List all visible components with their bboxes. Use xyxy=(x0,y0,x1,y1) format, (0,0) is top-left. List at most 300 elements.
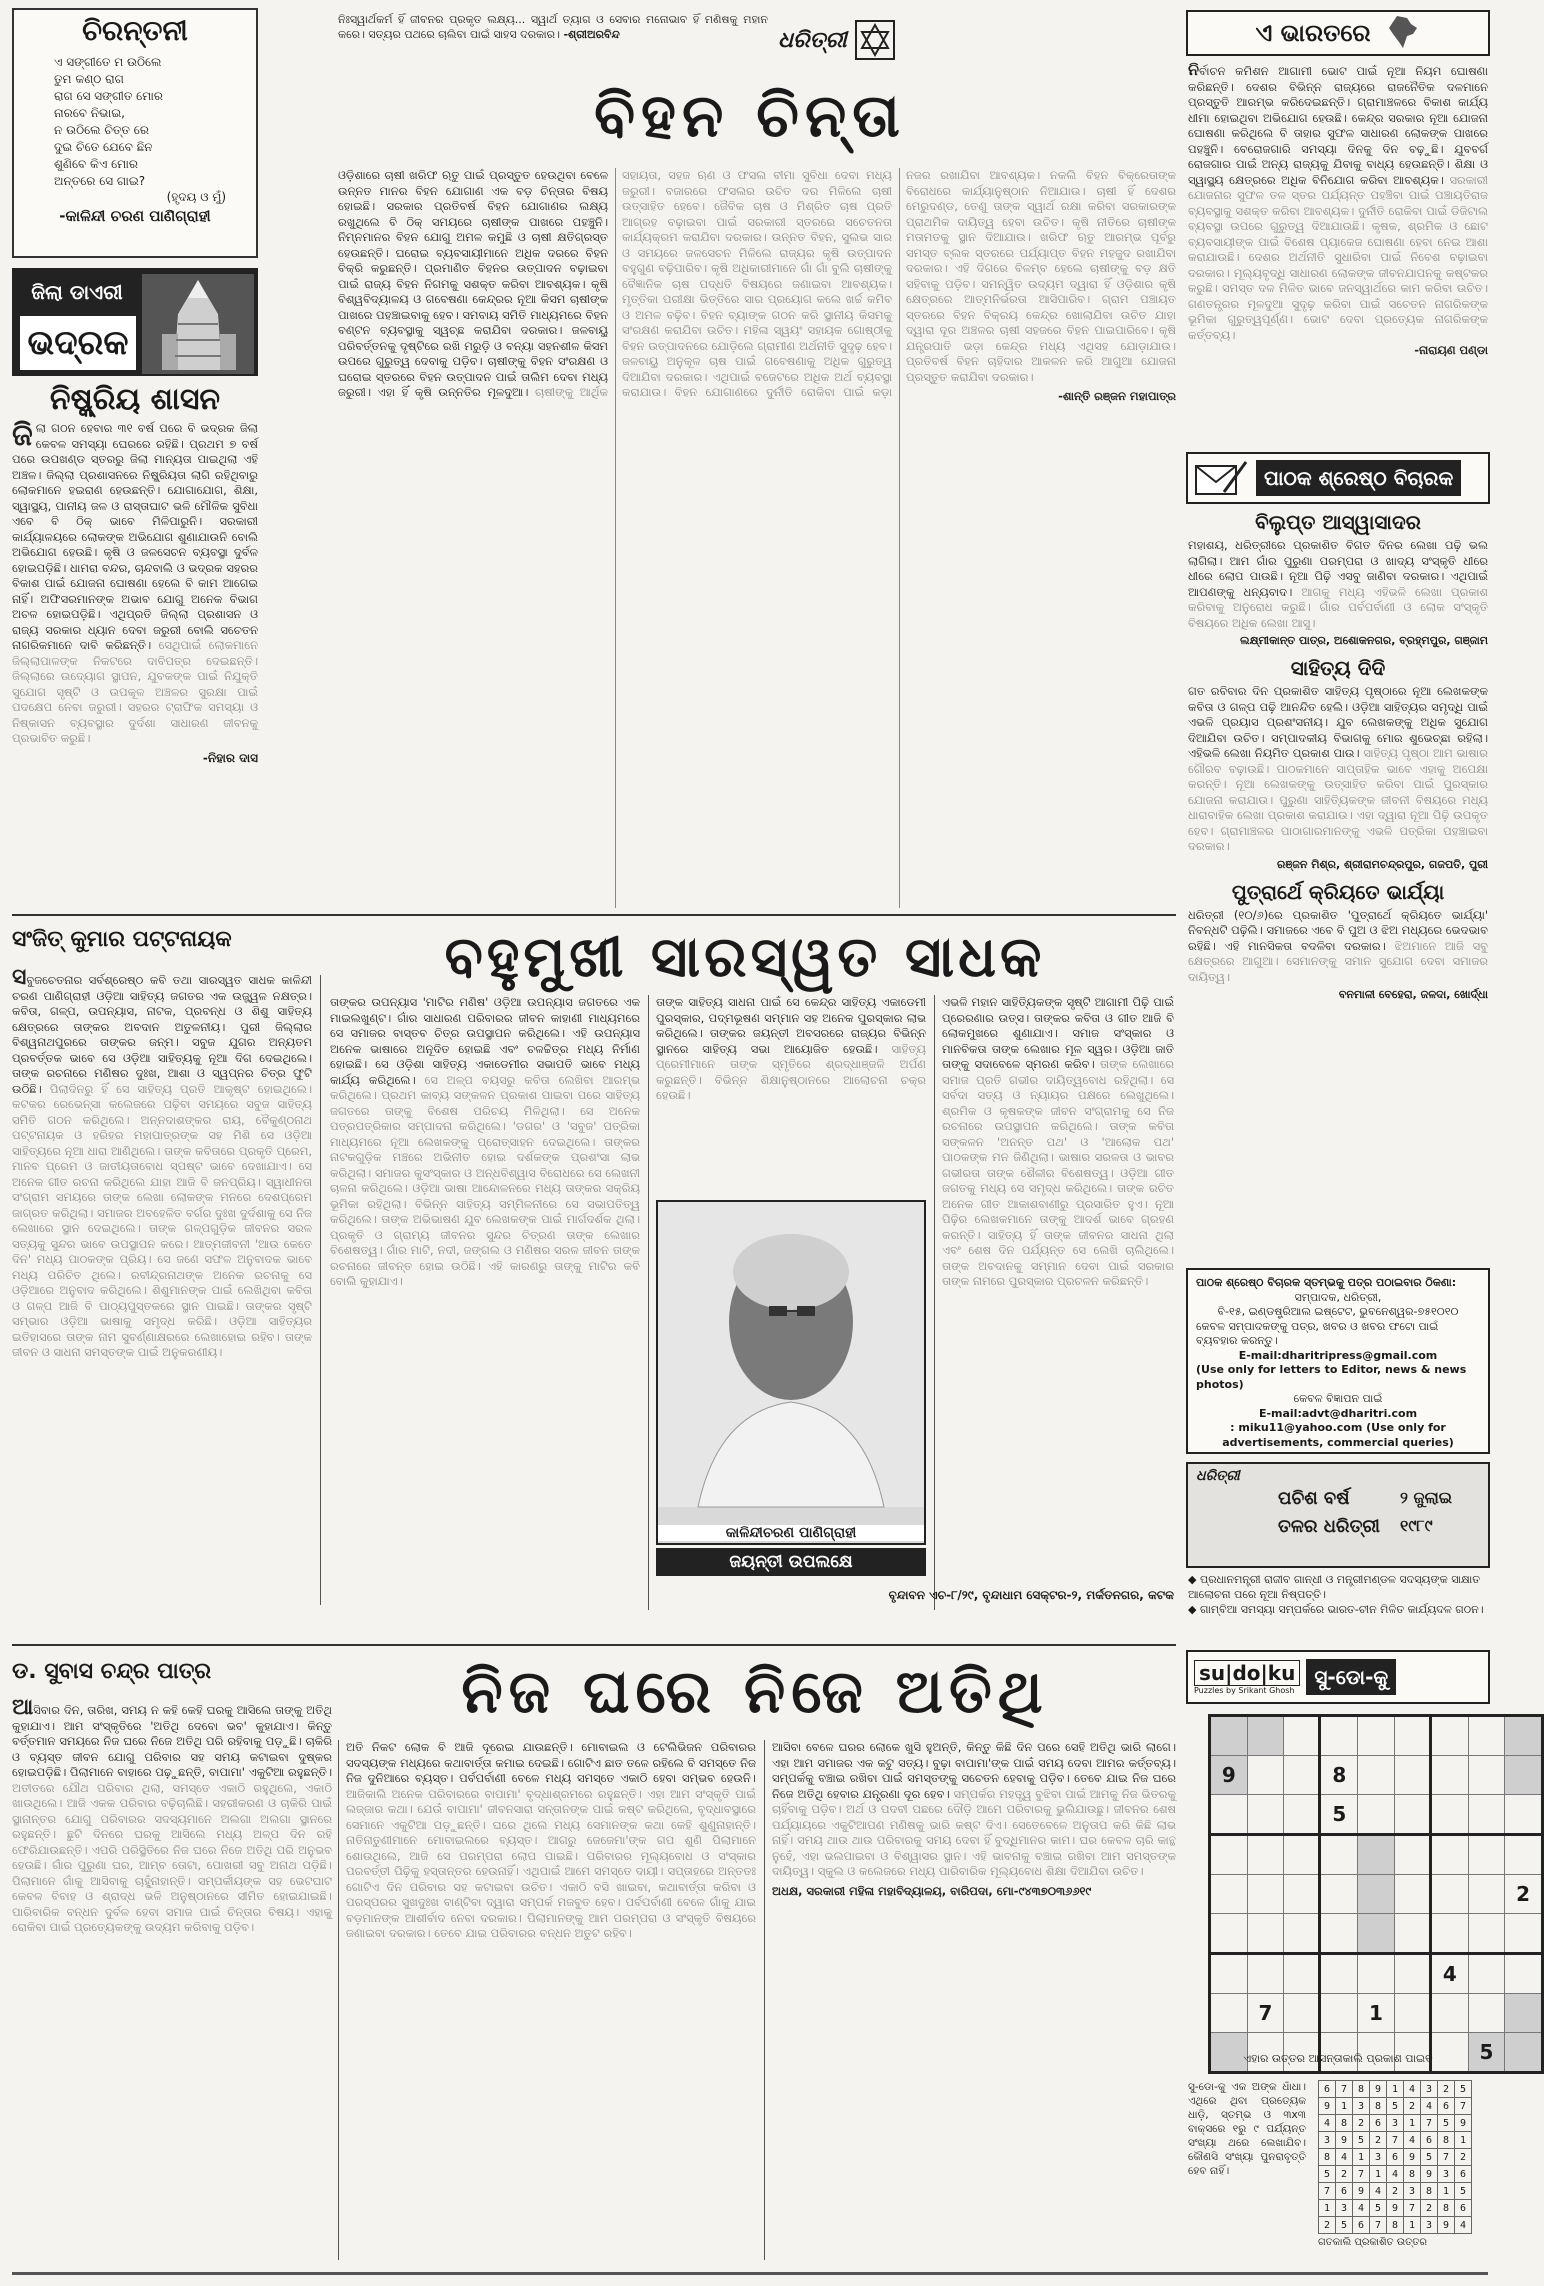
solution-cell: 5 xyxy=(1353,2132,1370,2149)
sudoku-cell[interactable] xyxy=(1468,1795,1505,1835)
article-text: ର୍ବାଚନ କମିଶନ ଆଗାମୀ ଭୋଟ ପାଇଁ ନୂଆ ନିୟମ ଘୋଷଣା କରିଛନ୍ତି। ଦେଶର ବିଭିନ୍ନ ରାଜ୍ୟରେ ରାଜନୈତିକ ଦଳମାନେ ପ୍ରସ୍ତୁତି ଆରମ୍ଭ କରିଦେଇଛନ୍ତି। ଗ୍ରାମାଞ୍ଚଳରେ ବିକାଶ କାର୍ଯ୍ୟ ଧୀମା ହୋଇଥିବା ଅଭିଯୋଗ ହେଉଛି। କେନ୍ଦ୍ର ସରକାର ନୂଆ ଯୋଜନା ଘୋଷଣା କରିଥିଲେ ବି ତାହାର ସୁଫଳ ସାଧାରଣ ଲୋକଙ୍କ ପାଖରେ ପହଞ୍ଚୁନି। ବେରୋଜଗାରି ସମସ୍ୟା ଦିନକୁ ଦିନ ବଢ଼ୁଛି। ଯୁବବର୍ଗ ରୋଜଗାର ପାଇଁ ଅନ୍ୟ ରାଜ୍ୟକୁ ଯିବାକୁ ବାଧ୍ୟ ହେଉଛନ୍ତି। ଶିକ୍ଷା ଓ ସ୍ୱାସ୍ଥ୍ୟ କ୍ଷେତ୍ରରେ ଅଧିକ ବିନିଯୋଗ କରିବା ଆବଶ୍ୟକ। xyxy=(1188,64,1488,187)
poem-line: ତୁମ କଣ୍ଠ ରାଗ xyxy=(54,72,124,86)
letter-sign: ବନମାଳୀ ବେହେରା, ଜଳଦା, ଖୋର୍ଦ୍ଧା xyxy=(1338,988,1488,1001)
sudoku-cell[interactable] xyxy=(1468,1875,1505,1914)
sudoku-cell[interactable] xyxy=(1210,1994,1248,2033)
poem-line: ନ ଉଠିଲେ ଚିତ୍ତ ରେ xyxy=(54,123,149,137)
solution-row xyxy=(1319,2217,1472,2234)
filler-text: ସମ୍ପର୍କର ମହତ୍ତ୍ୱ ବୁଝିବା ପାଇଁ ଆମକୁ ନିଜ ଭିତରକୁ ଚାହିଁବାକୁ ପଡ଼ିବ। ଅର୍ଥ ଓ ପଦବୀ ପଛରେ ଦୌଡ଼ି ଆମେ ପରିବାରକୁ ଭୁଲିଯାଉଛୁ। ଜୀବନର ଶେଷ ପର୍ଯ୍ୟାୟରେ ଏକୁଟିଆପଣ ମଣିଷକୁ ଭାରି କଷ୍ଟ ଦିଏ। ସେତେବେଳେ ଅନୁତାପ କରି କିଛି ଲାଭ ନାହିଁ। ସମୟ ଥାଉ ଥାଉ ପରିବାରକୁ ସମୟ ଦେବା ହିଁ ବୁଦ୍ଧିମାନର କାମ। ଘର କେବଳ ଚାରି କାନ୍ଥ ନୁହେଁ, ଏହା ଭଲପାଇବା ଓ ବିଶ୍ୱାସର ସ୍ଥାନ। ଏହି ଭାବନାକୁ ବଞ୍ଚାଇ ରଖିବା ଆମ ସମସ୍ତଙ୍କ ଦାୟିତ୍ୱ। ସ୍କୁଲ ଓ କଲେଜରେ ମଧ୍ୟ ପାରିବାରିକ ମୂଲ୍ୟବୋଧ ଶିକ୍ଷା ଦିଆଯିବା ଉଚିତ। xyxy=(772,1786,1176,1878)
filler-text: ସାହିତ୍ୟ ପୃଷ୍ଠା ଆମ ଭାଷାର ଗୌରବ ବଢ଼ାଉଛି। ପାଠକମାନେ ସାପ୍ତାହିକ ଭାବେ ଏହାକୁ ଅପେକ୍ଷା କରନ୍ତି। ନୂଆ ଲେଖକଙ୍କୁ ଉତ୍ସାହିତ କରିବା ପାଇଁ ପୁରସ୍କାର ଯୋଜନା କରାଯାଉ। ପୁରୁଣା ସାହିତ୍ୟିକଙ୍କ ଜୀବନୀ ବିଷୟରେ ମଧ୍ୟ ଧାରାବାହିକ ଲେଖା ପ୍ରକାଶ କରାଯାଉ। ଏହା ଦ୍ୱାରା ନୂଆ ପିଢ଼ି ଉପକୃତ ହେବ। ଗ୍ରାମାଞ୍ଚଳର ପାଠାଗାରମାନଙ୍କୁ ଏଭଳି ପତ୍ରିକା ପହଞ୍ଚାଇବା ଦରକାର। xyxy=(1188,746,1488,853)
sudoku-caption: ଏହାର ଉତ୍ତର ଆସନ୍ତାକାଲି ପ୍ରକାଶ ପାଇବ xyxy=(1243,2052,1433,2065)
nishkriya-article xyxy=(12,382,258,912)
saraswata-col1 xyxy=(12,965,313,1610)
poem-line: ଏ ସଙ୍ଗୀତେ ମ ଉଠିଲେ xyxy=(54,55,162,69)
sudoku-cell[interactable] xyxy=(1505,1716,1543,1756)
solution-cell: 4 xyxy=(1421,2098,1438,2115)
author-photo xyxy=(656,1200,926,1545)
solution-cell: 5 xyxy=(1455,2081,1472,2098)
solution-cell: 3 xyxy=(1404,2183,1421,2200)
archive-label: ତଳର ଧରିତ୍ରୀ xyxy=(1278,1516,1380,1537)
sudoku-cell[interactable] xyxy=(1468,1994,1505,2033)
sudoku-cell[interactable] xyxy=(1358,1716,1395,1756)
sudoku-cell[interactable] xyxy=(1320,1835,1358,1875)
solution-cell: 8 xyxy=(1404,2166,1421,2183)
archive-brand: ଧରିତ୍ରୀ xyxy=(1196,1468,1240,1484)
sudoku-cell[interactable]: 1 xyxy=(1358,1994,1395,2033)
divider xyxy=(12,914,1176,916)
pathak-title: ପାଠକ ଶ୍ରେଷ୍ଠ ବିଚାରକ xyxy=(1256,460,1461,496)
solution-cell: 5 xyxy=(1387,2098,1404,2115)
sudoku-cell[interactable] xyxy=(1468,1716,1505,1756)
sudoku-cell[interactable]: 4 xyxy=(1430,1954,1468,1994)
sudoku-cell[interactable] xyxy=(1284,1875,1320,1914)
ebhabarate-header xyxy=(1186,10,1490,56)
sudoku-title: ସୁ-ଡୋ-କୁ xyxy=(1306,1659,1396,1695)
sudoku-cell[interactable]: 5 xyxy=(1320,1795,1358,1835)
solution-cell: 9 xyxy=(1319,2098,1336,2115)
atithi-title: ନିଜ ଘରେ ନିଜେ ଅତିଥି xyxy=(461,1657,1049,1727)
sudoku-cell[interactable] xyxy=(1394,1875,1430,1914)
jila-diary-label: ଜିଲା ଡାଏରୀ xyxy=(31,280,123,304)
filler-text: ସେଥିପାଇଁ ଲୋକମାନେ ଜିଲ୍ଲାପାଳଙ୍କ ନିକଟରେ ଦାବିପତ୍ର ଦେଇଛନ୍ତି। ଜିଲ୍ଲାରେ ଉଦ୍ୟୋଗ ସ୍ଥାପନ, ଯୁବକଙ୍କ ପାଇଁ ନିଯୁକ୍ତି ସୁଯୋଗ ସୃଷ୍ଟି ଓ ଉପକୂଳ ଅଞ୍ଚଳର ସୁରକ୍ଷା ପାଇଁ ପଦକ୍ଷେପ ନେବା ଜରୁରୀ। ସହରର ଟ୍ରାଫିକ ସମସ୍ୟା ଓ ନିଷ୍କାସନ ବ୍ୟବସ୍ଥାର ଦୁର୍ଦଶା ସାଧାରଣ ଜୀବନକୁ ପ୍ରଭାବିତ କରୁଛି। xyxy=(12,638,258,745)
letter-text: ମହାଶୟ, ଧରିତ୍ରୀରେ ପ୍ରକାଶିତ ବିଗତ ଦିନର ଲେଖା ପଢ଼ି ଭଲ ଲାଗିଲା। ଆମ ଗାଁର ପୁରୁଣା ପରମ୍ପରା ଓ ଖାଦ୍ୟ ସଂସ୍କୃତି ଧୀରେ ଧୀରେ ଲୋପ ପାଉଛି। ନୂଆ ପିଢ଼ି ଏସବୁ ଜାଣିବା ଦରକାର। ଏଥିପାଇଁ ଆପଣଙ୍କୁ ଧନ୍ୟବାଦ। xyxy=(1188,538,1488,599)
solution-cell: 9 xyxy=(1421,2166,1438,2183)
sudoku-cell[interactable] xyxy=(1320,1994,1358,2033)
sudoku-cell[interactable] xyxy=(1358,1875,1395,1914)
sudoku-row xyxy=(1210,1954,1543,1994)
solution-cell: 5 xyxy=(1336,2217,1353,2234)
photo-caption: କାଳିନ୍ଦୀଚରଣ ପାଣିଗ୍ରାହୀ xyxy=(658,1525,924,1541)
solution-cell: 4 xyxy=(1404,2081,1421,2098)
saraswata-col2 xyxy=(330,995,640,1610)
solution-row xyxy=(1319,2115,1472,2132)
solution-row xyxy=(1319,2166,1472,2183)
ebhabarate-article xyxy=(1188,62,1488,442)
solution-cell: 2 xyxy=(1336,2166,1353,2183)
sudoku-cell[interactable] xyxy=(1320,1875,1358,1914)
solution-cell: 5 xyxy=(1421,2149,1438,2166)
solution-row xyxy=(1319,2132,1472,2149)
archive-years: ପଚିଶ ବର୍ଷ xyxy=(1278,1488,1350,1509)
masthead-quote xyxy=(338,12,768,68)
sudoku-cell[interactable] xyxy=(1468,1756,1505,1795)
sudoku-cell[interactable] xyxy=(1247,1716,1284,1756)
sudoku-cell[interactable] xyxy=(1247,1756,1284,1795)
solution-cell: 4 xyxy=(1319,2115,1336,2132)
article-text: ବୁଜଚେତନାର ସର୍ବଶ୍ରେଷ୍ଠ କବି ତଥା ସାରସ୍ୱତ ସାଧକ କାଳିନ୍ଦୀ ଚରଣ ପାଣିଗ୍ରାହୀ ଓଡ଼ିଆ ସାହିତ୍ୟ ଜଗତର ଏକ ଉଜ୍ଜ୍ୱଳ ନକ୍ଷତ୍ର। କବିତା, ଗଳ୍ପ, ଉପନ୍ୟାସ, ନାଟକ, ପ୍ରବନ୍ଧ ଓ ଶିଶୁ ସାହିତ୍ୟ କ୍ଷେତ୍ରରେ ତାଙ୍କର ଅବଦାନ ଅତୁଳନୀୟ। ପୁରୀ ଜିଲ୍ଲାର ବିଶ୍ୱନାଥପୁରରେ ତାଙ୍କର ଜନ୍ମ। ସବୁଜ ଯୁଗର ଅନ୍ୟତମ ପ୍ରବର୍ତ୍ତକ ଭାବେ ସେ ଓଡ଼ିଆ ସାହିତ୍ୟକୁ ନୂଆ ଦିଗ ଦେଇଥିଲେ। ତାଙ୍କ ରଚନାରେ ମଣିଷର ଦୁଃଖ, ଆଶା ଓ ସ୍ୱପ୍ନର ଚିତ୍ର ଫୁଟି ଉଠିଛି। xyxy=(12,973,312,1096)
column-rule xyxy=(934,995,935,1610)
sudoku-cell[interactable] xyxy=(1468,1954,1505,1994)
sudoku-cell[interactable] xyxy=(1430,1835,1468,1875)
sudoku-cell[interactable] xyxy=(1210,1954,1248,1994)
sudoku-cell[interactable] xyxy=(1430,1875,1468,1914)
district-name-box xyxy=(20,316,136,370)
solution-cell: 1 xyxy=(1455,2132,1472,2149)
solution-cell: 3 xyxy=(1319,2132,1336,2149)
solution-cell: 3 xyxy=(1438,2166,1455,2183)
column-rule xyxy=(338,1740,339,2260)
sudoku-row xyxy=(1210,1994,1543,2033)
sudoku-cell[interactable] xyxy=(1430,1756,1468,1795)
sudoku-cell[interactable] xyxy=(1430,1716,1468,1756)
address-line: ସମ୍ପାଦକ, ଧରିତ୍ରୀ, xyxy=(1294,1290,1382,1304)
letter-text: ଧରିତ୍ରୀ (୧୦/୬)ରେ ପ୍ରକାଶିତ 'ପୁତ୍ରାର୍ଥେ କ୍ରିୟତେ ଭାର୍ଯ୍ୟା' ନିବନ୍ଧଟି ପଢ଼ିଲି। ସମାଜରେ ଏବେ ବି ପୁଅ ଓ ଝିଅ ମଧ୍ୟରେ ଭେଦଭାବ ରହିଛି। ଏହି ମାନସିକତା ବଦଳିବା ଦରକାର। xyxy=(1188,907,1488,953)
drop-cap: ଆ xyxy=(12,1695,34,1720)
sudoku-cell[interactable] xyxy=(1505,1914,1543,1954)
letters-section xyxy=(1188,510,1488,1260)
sudoku-cell[interactable] xyxy=(1394,1835,1430,1875)
solution-cell: 5 xyxy=(1438,2115,1455,2132)
solution-cell: 1 xyxy=(1370,2166,1387,2183)
sudoku-cell[interactable] xyxy=(1284,1994,1320,2033)
atithi-col2 xyxy=(346,1740,756,2260)
sanjit-byline: ସଂଜିତ୍ କୁମାର ପଟ୍ଟନାୟକ xyxy=(12,927,232,952)
saraswata-col4 xyxy=(942,995,1174,1580)
sudoku-cell[interactable] xyxy=(1505,1835,1543,1875)
sudoku-brand-box xyxy=(1194,1660,1300,1695)
article-byline: ଅଧକ୍ଷ, ସରକାରୀ ମହିଳା ମହାବିଦ୍ୟାଳୟ, ବାରିପଦା, ମୋ-୯୪୩୭୦୩୬୬୧୯ xyxy=(772,1883,1092,1898)
sudoku-cell[interactable] xyxy=(1210,1835,1248,1875)
sudoku-cell[interactable] xyxy=(1210,1914,1248,1954)
saraswata-byline: ବୃନ୍ଦାବନ ଏଚ-୮/୨୯, ବୃନ୍ଦାଧାମ ସେକ୍ଟର-୨, ମର୍କତନଗର, କଟକ xyxy=(888,1588,1174,1602)
solution-cell: 4 xyxy=(1336,2149,1353,2166)
sudoku-header xyxy=(1186,1650,1490,1704)
archive-item: ◆ ପ୍ରଧାନମନ୍ତ୍ରୀ ରାଜୀବ ଗାନ୍ଧୀ ଓ ମନ୍ତ୍ରୀମଣ୍ଡଳ ସଦସ୍ୟଙ୍କ ସାକ୍ଷାତ ଆଲୋଚନା ପରେ ନୂଆ ନିଷ୍ପତ୍ତି। xyxy=(1188,1573,1481,1601)
sudoku-cell[interactable] xyxy=(1358,1835,1395,1875)
atithi-col1 xyxy=(12,1695,332,2260)
article-text: ଅତି ନିକଟ ଲୋକ ବି ଆଜି ଦୂରେଇ ଯାଉଛନ୍ତି। ମୋବାଇଲ ଓ ଟେଲିଭିଜନ ପରିବାରର ସଦସ୍ୟଙ୍କ ମଧ୍ୟରେ କଥାବାର୍ତ୍ତା କମାଇ ଦେଇଛି। ଗୋଟିଏ ଛାତ ତଳେ ରହିଲେ ବି ସମସ୍ତେ ନିଜ ନିଜ ଦୁନିଆରେ ବ୍ୟସ୍ତ। ପର୍ବପର୍ବାଣୀ ବେଳେ ମଧ୍ୟ ସମସ୍ତେ ଏକାଠି ହେବା ସମ୍ଭବ ହେଉନି। xyxy=(346,1740,756,1785)
sudoku-cell[interactable] xyxy=(1468,1914,1505,1954)
sudoku-grid[interactable] xyxy=(1208,1714,1544,2074)
solution-cell: 3 xyxy=(1421,2217,1438,2234)
solution-cell: 6 xyxy=(1336,2183,1353,2200)
sudoku-cell[interactable] xyxy=(1505,1756,1543,1795)
sudoku-cell[interactable]: 2 xyxy=(1505,1875,1543,1914)
column-rule xyxy=(648,995,649,1610)
solution-cell: 4 xyxy=(1455,2217,1472,2234)
solution-caption: ଗତକାଲି ପ୍ରକାଶିତ ଉତ୍ତର xyxy=(1318,2237,1428,2248)
sudoku-cell[interactable]: 7 xyxy=(1247,1994,1284,2033)
archive-box xyxy=(1186,1462,1490,1568)
sudoku-cell[interactable] xyxy=(1394,1954,1430,1994)
solution-row xyxy=(1319,2098,1472,2115)
page-bottom-rule xyxy=(12,2272,1488,2275)
solution-cell: 3 xyxy=(1336,2200,1353,2217)
solution-row xyxy=(1319,2149,1472,2166)
article-text: ତାଙ୍କର ଉପନ୍ୟାସ 'ମାଟିର ମଣିଷ' ଓଡ଼ିଆ ଉପନ୍ୟାସ ଜଗତରେ ଏକ ମାଇଲଖୁଣ୍ଟ। ଗାଁର ସାଧାରଣ ପରିବାରର ଜୀବନ କାହାଣୀ ମାଧ୍ୟମରେ ସେ ସମାଜର ବାସ୍ତବ ଚିତ୍ର ଉପସ୍ଥାପନ କରିଥିଲେ। ଏହି ଉପନ୍ୟାସ ଅନେକ ଭାଷାରେ ଅନୂଦିତ ହୋଇଛି ଏବଂ ଚଳଚ୍ଚିତ୍ର ମଧ୍ୟ ନିର୍ମାଣ ହୋଇଛି। ସେ ଓଡ଼ିଶା ସାହିତ୍ୟ ଏକାଡେମୀର ସଭାପତି ଭାବେ ମଧ୍ୟ କାର୍ଯ୍ୟ କରିଥିଲେ। xyxy=(330,995,640,1087)
letter-title: ପୁତ୍ରାର୍ଥେ କ୍ରିୟତେ ଭାର୍ଯ୍ୟା xyxy=(1231,879,1445,904)
address-box xyxy=(1186,1268,1490,1454)
sudoku-cell[interactable] xyxy=(1394,1994,1430,2033)
sudoku-cell[interactable] xyxy=(1430,1914,1468,1954)
subash-byline: ଡ. ସୁବାସ ଚନ୍ଦ୍ର ପାତ୍ର xyxy=(12,1659,212,1684)
chirantani-poem xyxy=(54,54,256,190)
letter-body xyxy=(1188,908,1488,986)
sudoku-cell[interactable] xyxy=(1320,1954,1358,1994)
sudoku-cell[interactable] xyxy=(1394,1756,1430,1795)
poem-line: ରାଗ ସେ ସଙ୍ଗୀତ ମୋର xyxy=(54,89,164,103)
sudoku-cell[interactable] xyxy=(1320,1716,1358,1756)
solution-cell: 9 xyxy=(1336,2132,1353,2149)
archive-item-text: ଗାମ୍ବିଆ ସମସ୍ୟା ସମ୍ପର୍କରେ ଭାରତ-ଚୀନ ମିଳିତ କାର୍ଯ୍ୟଦଳ ଗଠନ। xyxy=(1199,1603,1484,1616)
article-text: ଲା ଗଠନ ହେବାର ୩୧ ବର୍ଷ ପରେ ବି ଭଦ୍ରକ ଜିଲା କେବଳ ସମସ୍ୟା ଘେରରେ ରହିଛି। ପ୍ରଥମ ୭ ବର୍ଷ ପରେ ଉପଖଣ୍ଡ ସ୍ତରରୁ ଜିଲା ମାନ୍ୟତା ପାଇଥିଲା ଏହି ଅଞ୍ଚଳ। ଜିଲ୍ଲା ପ୍ରଶାସନରେ ନିଷ୍କ୍ରିୟତା ଲାଗି ରହିଥିବାରୁ ଲୋକମାନେ ହଇରାଣ ହେଉଛନ୍ତି। ଯୋଗାଯୋଗ, ଶିକ୍ଷା, ସ୍ୱାସ୍ଥ୍ୟ, ପାନୀୟ ଜଳ ଓ ରାସ୍ତାଘାଟ ଭଳି ମୌଳିକ ସୁବିଧା ଏବେ ବି ଠିକ୍ ଭାବେ ମିଳିପାରୁନି। ସରକାରୀ କାର୍ଯ୍ୟାଳୟରେ ଲୋକଙ୍କ ଅଭିଯୋଗ ଶୁଣାଯାଉନି ବୋଲି ଅଭିଯୋଗ ହେଉଛି। କୃଷି ଓ ଜଳସେଚନ ବ୍ୟବସ୍ଥା ଦୁର୍ବଳ ହୋଇପଡ଼ିଛି। ଧାମରା ବନ୍ଦର, ଚାନ୍ଦବାଲି ଓ ଭଦ୍ରକ ସହରର ବିକାଶ ପାଇଁ ଯୋଜନା ଘୋଷଣା ହେଲେ ବି କାମ ଆଗେଇ ନାହିଁ। ଅଫିସରମାନଙ୍କ ଅଭାବ ଯୋଗୁ ଅନେକ ବିଭାଗ ଅଚଳ ହୋଇପଡ଼ିଛି। ଏଥିପ୍ରତି ଜିଲ୍ଲା ପ୍ରଶାସନ ଓ ରାଜ୍ୟ ସରକାର ଧ୍ୟାନ ଦେବା ଜରୁରୀ ବୋଲି ସଚେତନ ନାଗରିକମାନେ ଦାବି କରିଛନ୍ତି। xyxy=(12,421,258,652)
sudoku-cell[interactable] xyxy=(1284,1954,1320,1994)
solution-cell: 9 xyxy=(1353,2183,1370,2200)
sudoku-cell[interactable] xyxy=(1284,1795,1320,1835)
solution-cell: 1 xyxy=(1336,2098,1353,2115)
sudoku-row xyxy=(1210,1835,1543,1875)
solution-cell: 6 xyxy=(1370,2115,1387,2132)
sudoku-cell[interactable]: 9 xyxy=(1210,1756,1248,1795)
sudoku-cell[interactable] xyxy=(1358,1954,1395,1994)
filler-text: ସାହିତ୍ୟ ପ୍ରେମୀମାନେ ତାଙ୍କ ସ୍ମୃତିରେ ଶ୍ରଦ୍ଧାଞ୍ଜଳି ଅର୍ପଣ କରୁଛନ୍ତି। ବିଭିନ୍ନ ଶିକ୍ଷାନୁଷ୍ଠାନରେ ଆଲୋଚନା ଚକ୍ର ହେଉଛି। xyxy=(656,1041,927,1102)
solution-cell: 6 xyxy=(1319,2081,1336,2098)
solution-cell: 8 xyxy=(1421,2183,1438,2200)
article-text: ଓଡ଼ିଶାରେ ଚାଷୀ ଖରିଫ ଋତୁ ପାଇଁ ପ୍ରସ୍ତୁତ ହେଉଥିବା ବେଳେ ଉନ୍ନତ ମାନର ବିହନ ଯୋଗାଣ ଏକ ବଡ଼ ଚିନ୍ତାର ବିଷୟ ହୋଇଛି। ସରକାର ପ୍ରତିବର୍ଷ ବିହନ ଯୋଗାଣର ଲକ୍ଷ୍ୟ ରଖୁଥିଲେ ବି ଠିକ୍ ସମୟରେ ଚାଷୀଙ୍କ ପାଖରେ ପହଞ୍ଚୁନି। ନିମ୍ନମାନର ବିହନ ଯୋଗୁ ଅମଳ କମୁଛି ଓ ଚାଷୀ କ୍ଷତିଗ୍ରସ୍ତ ହେଉଛନ୍ତି। ଘରୋଇ ବ୍ୟବସାୟୀମାନେ ଅଧିକ ଦରରେ ବିହନ ବିକ୍ରି କରୁଛନ୍ତି। ପ୍ରମାଣିତ ବିହନର ଉତ୍ପାଦନ ବଢ଼ାଇବା ପାଇଁ ରାଜ୍ୟ ବିହନ ନିଗମକୁ ସଶକ୍ତ କରିବା ଆବଶ୍ୟକ। କୃଷି ବିଶ୍ୱବିଦ୍ୟାଳୟ ଓ ଗବେଷଣା କେନ୍ଦ୍ରର ନୂଆ କିସମ ଚାଷୀଙ୍କ ପାଖରେ ପହଞ୍ଚାଇବାକୁ ହେବ। ସମବାୟ ସମିତି ମାଧ୍ୟମରେ ବିହନ ବଣ୍ଟନ ବ୍ୟବସ୍ଥାକୁ ସ୍ୱଚ୍ଛ କରାଯିବା ଦରକାର। ଜଳବାୟୁ ପରିବର୍ତ୍ତନକୁ ଦୃଷ୍ଟିରେ ରଖି ମରୁଡ଼ି ଓ ବନ୍ୟା ସହନଶୀଳ କିସମ ଉପରେ ଗୁରୁତ୍ୱ ଦେବାକୁ ପଡ଼ିବ। ଚାଷୀଙ୍କୁ ବିହନ ସଂରକ୍ଷଣ ଓ ଘରୋଇ ସ୍ତରରେ ବିହନ ଉତ୍ପାଦନ ପାଇଁ ତାଲିମ ଦେବା ମଧ୍ୟ ଜରୁରୀ। ଏହା ହିଁ କୃଷି ଉନ୍ନତିର ମୂଳଦୁଆ। xyxy=(338,168,608,399)
solution-cell: 7 xyxy=(1387,2132,1404,2149)
filler-text: ଆଗକୁ ମଧ୍ୟ ଏହିଭଳି ଲେଖା ପ୍ରକାଶ କରିବାକୁ ଅନୁରୋଧ କରୁଛି। ଗାଁର ପର୍ବପର୍ବାଣୀ ଓ ଲୋକ ସଂସ୍କୃତି ବିଷୟରେ ଅଧିକ ଲେଖା ଆସୁ। xyxy=(1188,584,1488,630)
filler-text: ତାଙ୍କ ଲେଖାରେ ସମାଜ ପ୍ରତି ଗଭୀର ଦାୟିତ୍ୱବୋଧ ରହିଥିଲା। ସେ ସର୍ବଦା ସତ୍ୟ ଓ ନ୍ୟାୟର ପକ୍ଷରେ ଲେଖୁଥିଲେ। ଶ୍ରମିକ ଓ କୃଷକଙ୍କ ଜୀବନ ସଂଗ୍ରାମକୁ ସେ ନିଜ ରଚନାରେ ଉପସ୍ଥାପନ କରିଥିଲେ। ତାଙ୍କ କବିତା ସଙ୍କଳନ 'ଅନନ୍ତ ପଥ' ଓ 'ଆଲୋକ ପଥ' ପାଠକଙ୍କ ମନ ଜିଣିଥିଲା। ଭାଷାର ସରଳତା ଓ ଭାବର ଗଭୀରତା ତାଙ୍କ ଶୈଳୀର ବିଶେଷତ୍ୱ। ଓଡ଼ିଆ ଗୀତ ଜଗତକୁ ମଧ୍ୟ ସେ ସମୃଦ୍ଧ କରିଥିଲେ। ତାଙ୍କ ରଚିତ ଅନେକ ଗୀତ ଆକାଶବାଣୀରୁ ପ୍ରସାରିତ ହୁଏ। ନୂଆ ପିଢ଼ିର ଲେଖକମାନେ ତାଙ୍କୁ ଆଦର୍ଶ ଭାବେ ଗ୍ରହଣ କରନ୍ତି। ସାହିତ୍ୟ ହିଁ ତାଙ୍କ ଜୀବନର ସାଧନା ଥିଲା ଏବଂ ଶେଷ ଦିନ ପର୍ଯ୍ୟନ୍ତ ସେ ଲେଖି ଚାଲିଥିଲେ। ତାଙ୍କ ଅବଦାନକୁ ସମ୍ମାନ ଦେବା ପାଇଁ ସରକାର ତାଙ୍କ ନାମରେ ପୁରସ୍କାର ପ୍ରଚଳନ କରିଛନ୍ତି। xyxy=(942,1057,1174,1288)
solution-cell: 7 xyxy=(1455,2098,1472,2115)
sudoku-cell[interactable] xyxy=(1210,1716,1248,1756)
article-title: ନିଷ୍କ୍ରିୟ ଶାସନ xyxy=(49,382,221,417)
solution-row xyxy=(1319,2081,1472,2098)
solution-row xyxy=(1319,2200,1472,2217)
address-line: କେବଳ ସମ୍ପାଦକଙ୍କୁ ପତ୍ର, ଖବର ଓ ଖବର ଫଟୋ ପାଇଁ ବ୍ୟବହାର କରନ୍ତୁ। xyxy=(1196,1319,1439,1347)
paper-logo xyxy=(778,14,908,66)
india-map-icon xyxy=(1383,14,1421,52)
sudoku-row xyxy=(1210,1716,1543,1756)
solution-cell: 5 xyxy=(1370,2200,1387,2217)
pathak-header xyxy=(1186,452,1490,504)
sudoku-row xyxy=(1210,1795,1543,1835)
sudoku-cell[interactable] xyxy=(1430,1795,1468,1835)
filler-text: ଚାଷୀଙ୍କୁ ଆର୍ଥିକ ସହାୟତା, ସହଜ ଋଣ ଓ ଫସଲ ବୀମା ସୁବିଧା ଦେବା ମଧ୍ୟ ଜରୁରୀ। ବଜାରରେ ଫସଲର ଉଚିତ ଦର ମିଳିଲେ ଚାଷୀ ଉତ୍ସାହିତ ହେବେ। ଜୈବିକ ଚାଷ ଓ ମିଶ୍ରିତ ଚାଷ ପ୍ରତି ଆଗ୍ରହ ବଢ଼ାଇବା ପାଇଁ ସରକାରୀ ସ୍ତରରେ ସଚେତନତା କାର୍ଯ୍ୟକ୍ରମ କରାଯିବା ଦରକାର। ଉନ୍ନତ ବିହନ, ସୁଲଭ ସାର ଓ ସମୟରେ ଜଳସେଚନ ମିଳିଲେ ରାଜ୍ୟର କୃଷି ଉତ୍ପାଦନ ବହୁଗୁଣ ବଢ଼ିପାରିବ। କୃଷି ଅଧିକାରୀମାନେ ଗାଁ ଗାଁ ବୁଲି ଚାଷୀଙ୍କୁ ବୈଜ୍ଞାନିକ ଚାଷ ପଦ୍ଧତି ବିଷୟରେ ଜଣାଇବା ଆବଶ୍ୟକ। ମୃତ୍ତିକା ପରୀକ୍ଷା ଭିତ୍ତିରେ ସାର ପ୍ରୟୋଗ କଲେ ଖର୍ଚ୍ଚ କମିବ ଓ ଅମଳ ବଢ଼ିବ। ବିହନ ବ୍ୟାଙ୍କ ଗଠନ କରି ସ୍ଥାନୀୟ କିସମକୁ ସଂରକ୍ଷଣ କରାଯିବା ଉଚିତ। ମହିଳା ସ୍ୱୟଂ ସହାୟକ ଗୋଷ୍ଠୀକୁ ବିହନ ଉତ୍ପାଦନରେ ଯୋଡ଼ିଲେ ଗ୍ରାମୀଣ ଅର୍ଥନୀତି ସୁଦୃଢ଼ ହେବ। ଜଳବାୟୁ ଅନୁକୂଳ ଚାଷ ପାଇଁ ଗବେଷଣାକୁ ଅଧିକ ଗୁରୁତ୍ୱ ଦିଆଯିବା ଦରକାର। ଏଥିପାଇଁ ବଜେଟରେ ଅଧିକ ଅର୍ଥ ବ୍ୟବସ୍ଥା କରାଯାଉ। ବିହନ ଯୋଗାଣରେ ଦୁର୍ନୀତି ରୋକିବା ପାଇଁ କଡ଼ା ନଜର ରଖାଯିବା ଆବଶ୍ୟକ। ନକଲି ବିହନ ବିକ୍ରେତାଙ୍କ ବିରୋଧରେ କାର୍ଯ୍ୟାନୁଷ୍ଠାନ ନିଆଯାଉ। ଚାଷୀ ହିଁ ଦେଶର ମେରୁଦଣ୍ଡ, ତେଣୁ ତାଙ୍କ ସ୍ୱାର୍ଥ ରକ୍ଷା କରିବା ସରକାରଙ୍କ ପ୍ରାଥମିକ ଦାୟିତ୍ୱ ହେବା ଉଚିତ। କୃଷି ନୀତିରେ ଚାଷୀଙ୍କ ମତାମତକୁ ସ୍ଥାନ ଦିଆଯାଉ। ଖରିଫ ଋତୁ ଆରମ୍ଭ ପୂର୍ବରୁ ସମସ୍ତ ବ୍ଲକ ସ୍ତରରେ ପର୍ଯ୍ୟାପ୍ତ ବିହନ ମହଜୁଦ ରଖାଯିବା ଦରକାର। ଏହି ଦିଗରେ ବିଳମ୍ବ ହେଲେ ଚାଷୀଙ୍କୁ ବଡ଼ କ୍ଷତି ସହିବାକୁ ପଡ଼ିବ। ସମନ୍ୱିତ ଉଦ୍ୟମ ଦ୍ୱାରା ହିଁ ଓଡ଼ିଶାର କୃଷି କ୍ଷେତ୍ରରେ ଆତ୍ମନିର୍ଭରତା ଆସିପାରିବ। ଗ୍ରାମ ପଞ୍ଚାୟତ ସ୍ତରରେ ବିହନ ବିକ୍ରୟ କେନ୍ଦ୍ର ଖୋଲାଯିବା ଉଚିତ ଯାହା ଦ୍ୱାରା ଦୂର ଅଞ୍ଚଳର ଚାଷୀ ସହଜରେ ବିହନ ପାଇପାରିବେ। କୃଷି ଯନ୍ତ୍ରପାତି ଭଡ଼ା କେନ୍ଦ୍ର ମଧ୍ୟ ଏଥିସହ ଯୋଡ଼ାଯାଉ। ପ୍ରତିବର୍ଷ ବିହନ ଚାହିଦାର ଆକଳନ କରି ଆଗୁଆ ଯୋଜନା ପ୍ରସ୍ତୁତ କରାଯିବା ଦରକାର। xyxy=(535,168,1176,399)
email-note: : miku11@yahoo.com (Use only for advertisements, commercial queries) xyxy=(1222,1421,1454,1449)
sudoku-cell[interactable] xyxy=(1247,1835,1284,1875)
sudoku-cell[interactable]: 8 xyxy=(1320,1756,1358,1795)
solution-cell: 6 xyxy=(1455,2166,1472,2183)
solution-cell: 4 xyxy=(1404,2132,1421,2149)
atithi-col3 xyxy=(772,1740,1176,2260)
sudoku-cell[interactable] xyxy=(1394,1795,1430,1835)
solution-cell: 1 xyxy=(1404,2217,1421,2234)
solution-cell: 9 xyxy=(1455,2115,1472,2132)
letter-title: ବିଲୁପ୍ତ ଆସ୍ୱାସାଦର xyxy=(1255,510,1421,534)
solution-cell: 1 xyxy=(1404,2115,1421,2132)
solution-cell: 2 xyxy=(1404,2098,1421,2115)
poem-line: ଅନ୍ତରେ ସେ ଗାଇ? xyxy=(54,174,146,188)
sudoku-cell[interactable] xyxy=(1210,1875,1248,1914)
chirantani-box xyxy=(12,8,258,258)
sudoku-row xyxy=(1210,1914,1543,1954)
drop-cap: ନି xyxy=(1188,60,1200,79)
article-text: ଏଭଳି ମହାନ ସାହିତ୍ୟିକଙ୍କ ସୃଷ୍ଟି ଆଗାମୀ ପିଢ଼ି ପାଇଁ ପ୍ରେରଣାର ଉତ୍ସ। ତାଙ୍କର କବିତା ଓ ଗୀତ ଆଜି ବି ଲୋକମୁଖରେ ଶୁଣାଯାଏ। ସମାଜ ସଂସ୍କାର ଓ ମାନବିକତା ତାଙ୍କ ଲେଖାର ମୂଳ ସ୍ୱର। ଓଡ଼ିଆ ଜାତି ତାଙ୍କୁ ସଦାବେଳେ ସ୍ମରଣ କରିବ। xyxy=(942,995,1174,1071)
jila-diary-banner xyxy=(12,268,258,376)
solution-cell: 3 xyxy=(1387,2115,1404,2132)
solution-cell: 4 xyxy=(1387,2166,1404,2183)
star-emblem-icon xyxy=(855,20,895,60)
sudoku-brand: su|do|ku xyxy=(1194,1660,1300,1686)
letter-body xyxy=(1188,684,1488,855)
letter-title: ସାହିତ୍ୟ ଦିଦି xyxy=(1290,656,1386,680)
sudoku-cell[interactable] xyxy=(1358,1756,1395,1795)
address-line: କେବଳ ବିଜ୍ଞାପନ ପାଇଁ xyxy=(1293,1392,1383,1405)
solution-cell: 6 xyxy=(1455,2200,1472,2217)
poem-source: (ହୃଦୟ ଓ ମୁଁ) xyxy=(166,190,226,204)
solution-cell: 5 xyxy=(1319,2166,1336,2183)
solution-cell: 2 xyxy=(1370,2132,1387,2149)
solution-cell: 6 xyxy=(1438,2098,1455,2115)
column-rule xyxy=(764,1740,765,2260)
poem-line: ଦୁଇ ଚିତେ ଯେବେ ଛିନ xyxy=(54,140,153,154)
article-byline: -ଶାନ୍ତି ରଞ୍ଜନ ମହାପାତ୍ର xyxy=(1058,389,1176,403)
solution-cell: 3 xyxy=(1370,2149,1387,2166)
solution-cell: 8 xyxy=(1353,2081,1370,2098)
sudoku-cell[interactable] xyxy=(1284,1716,1320,1756)
drop-cap: ଜି xyxy=(12,418,33,453)
solution-cell: 7 xyxy=(1404,2200,1421,2217)
solution-cell: 4 xyxy=(1353,2200,1370,2217)
poem-line: ନାରବେ ନିଭାଇ, xyxy=(54,106,126,120)
sudoku-cell[interactable] xyxy=(1394,1914,1430,1954)
archive-item-text: ପ୍ରଧାନମନ୍ତ୍ରୀ ରାଜୀବ ଗାନ୍ଧୀ ଓ ମନ୍ତ୍ରୀମଣ୍ଡଳ ସଦସ୍ୟଙ୍କ ସାକ୍ଷାତ ଆଲୋଚନା ପରେ ନୂଆ ନିଷ୍ପତ୍ତି। xyxy=(1188,1573,1481,1601)
divider xyxy=(12,1644,1176,1646)
article-body xyxy=(12,418,258,747)
quote-author: -ଶ୍ରୀଅରବିନ୍ଦ xyxy=(563,28,620,41)
solution-cell: 2 xyxy=(1421,2200,1438,2217)
sudoku-cell[interactable] xyxy=(1430,1994,1468,2033)
sudoku-cell[interactable] xyxy=(1210,1795,1248,1835)
poem-author: -କାଳିନ୍ଦୀ ଚରଣ ପାଣିଗ୍ରାହୀ xyxy=(59,207,211,225)
sudoku-cell[interactable] xyxy=(1284,1914,1320,1954)
sudoku-cell[interactable] xyxy=(1505,1795,1543,1835)
sudoku-cell[interactable] xyxy=(1320,1914,1358,1954)
sudoku-rules xyxy=(1188,2080,1306,2260)
filler-text: ଆଜିକାଲି ଅନେକ ପରିବାରରେ ବାପାମା' ବୃଦ୍ଧାଶ୍ରମରେ ରହୁଛନ୍ତି। ଏହା ଆମ ସଂସ୍କୃତି ପାଇଁ ଲଜ୍ଜାର କଥା। ଯେଉଁ ବାପାମା' ଜୀବନସାରା ସନ୍ତାନଙ୍କ ପାଇଁ କଷ୍ଟ କରିଥିଲେ, ବୃଦ୍ଧାବସ୍ଥାରେ ସେମାନେ ଏକୁଟିଆ ପଡ଼ୁଛନ୍ତି। ଘରେ ଥିଲେ ମଧ୍ୟ ସେମାନଙ୍କ କଥା କେହି ଶୁଣୁନାହାନ୍ତି। ନାତିନାତୁଣୀମାନେ ମୋବାଇଲରେ ବ୍ୟସ୍ତ। ଆଗରୁ ଜେଜେମା'ଙ୍କ ଗପ ଶୁଣି ପିଲାମାନେ ଶୋଉଥିଲେ, ଆଜି ସେ ପରମ୍ପରା ଲୋପ ପାଇଛି। ପରିବାରର ମୂଲ୍ୟବୋଧ ଓ ସଂସ୍କାର ପରବର୍ତ୍ତୀ ପିଢ଼ିକୁ ହସ୍ତାନ୍ତର ହେଉନାହିଁ। ଏଥିପାଇଁ ଆମେ ସମସ୍ତେ ଦାୟୀ। ସପ୍ତାହରେ ଅନ୍ତତଃ ଗୋଟିଏ ଦିନ ପରିବାର ସହ କଟାଇବା ଉଚିତ। ଏକାଠି ବସି ଖାଇବା, କଥାବାର୍ତ୍ତା କରିବା ଓ ପରସ୍ପରର ସୁଖଦୁଃଖ ବାଣ୍ଟିବା ଦ୍ୱାରା ସମ୍ପର୍କ ମଜବୁତ ହେବ। ପର୍ବପର୍ବାଣୀ ବେଳେ ଗାଁକୁ ଯାଇ ବଡ଼ମାନଙ୍କ ଆଶୀର୍ବାଦ ନେବା ଦରକାର। ପିଲାମାନଙ୍କୁ ଆମ ପରମ୍ପରା ଓ ସଂସ୍କୃତି ବିଷୟରେ ଜଣାଇବା ଦରକାର। ତେବେ ଯାଇ ପରିବାରର ବନ୍ଧନ ଅତୁଟ ରହିବ। xyxy=(346,1786,756,1940)
column-rule xyxy=(320,975,321,1605)
solution-cell: 7 xyxy=(1336,2081,1353,2098)
sudoku-cell[interactable] xyxy=(1505,1994,1543,2033)
solution-cell: 4 xyxy=(1370,2183,1387,2200)
letter-sign: ରଞ୍ଜନ ମିଶ୍ର, ଶ୍ରୀରାମଚନ୍ଦ୍ରପୁର, ଗଜପତି, ପୁରୀ xyxy=(1277,857,1488,871)
email-note: (Use only for letters to Editor, news & news photos) xyxy=(1196,1363,1467,1391)
sudoku-row xyxy=(1210,1875,1543,1914)
sudoku-cell[interactable] xyxy=(1505,2033,1543,2073)
email-link[interactable]: E-mail:dharitripress@gmail.com xyxy=(1238,1348,1438,1362)
solution-cell: 7 xyxy=(1353,2166,1370,2183)
sudoku-cell[interactable] xyxy=(1505,1954,1543,1994)
solution-cell: 9 xyxy=(1387,2200,1404,2217)
section-title-bihana: ବିହନ ଚିନ୍ତା xyxy=(594,81,906,151)
saraswata-col3 xyxy=(656,995,926,1195)
sudoku-solution-grid xyxy=(1318,2080,1472,2234)
address-title: ପାଠକ ଶ୍ରେଷ୍ଠ ବିଚାରକ ସ୍ତମ୍ଭକୁ ପତ୍ର ପଠାଇବାର ଠିକଣା: xyxy=(1196,1276,1457,1289)
article-text: ସିବାର ଦିନ, ତାରିଖ, ସମୟ ନ କହି କେହି ଘରକୁ ଆସିଲେ ତାଙ୍କୁ ଅତିଥି କୁହାଯାଏ। ଆମ ସଂସ୍କୃତିରେ 'ଅତିଥି ଦେବୋ ଭବ' କୁହାଯାଏ। କିନ୍ତୁ ବର୍ତ୍ତମାନ ସମୟରେ ନିଜ ଘରେ ନିଜେ ଅତିଥି ପରି ରହିବାକୁ ପଡ଼ୁଛି। ଚାକିରି ଓ ବ୍ୟସ୍ତ ଜୀବନ ଯୋଗୁ ପରିବାର ସହ ସମୟ କଟାଇବା ଦୁଷ୍କର ହୋଇପଡ଼ିଛି। ପିଲାମାନେ ବାହାରେ ପଢ଼ୁଛନ୍ତି, ବାପାମା' ଏକୁଟିଆ ରହୁଛନ୍ତି। xyxy=(12,1703,332,1779)
ebhabarate-title: ଏ ଭାରତରେ xyxy=(1255,19,1371,47)
article-byline: -ନାରାୟଣ ପଣ୍ଡା xyxy=(1414,343,1488,357)
solution-cell: 2 xyxy=(1455,2149,1472,2166)
solution-cell: 8 xyxy=(1319,2149,1336,2166)
article-text: ତାଙ୍କ ସାହିତ୍ୟ ସାଧନା ପାଇଁ ସେ କେନ୍ଦ୍ର ସାହିତ୍ୟ ଏକାଡେମୀ ପୁରସ୍କାର, ପଦ୍ମଭୂଷଣ ସମ୍ମାନ ସହ ଅନେକ ପୁରସ୍କାର ଲାଭ କରିଥିଲେ। ତାଙ୍କର ଜୟନ୍ତୀ ଅବସରରେ ରାଜ୍ୟର ବିଭିନ୍ନ ସ୍ଥାନରେ ସାହିତ୍ୟ ସଭା ଆୟୋଜିତ ହେଉଛି। xyxy=(656,995,926,1056)
chirantani-title: ଚିରନ୍ତନୀ xyxy=(82,14,188,47)
solution-cell: 8 xyxy=(1438,2132,1455,2149)
filler-text: ଅତୀତରେ ଯୌଥ ପରିବାର ଥିଲା, ସମସ୍ତେ ଏକାଠି ରହୁଥିଲେ, ଏକାଠି ଖାଉଥିଲେ। ଆଜି ଏକକ ପରିବାର ବଢ଼ିଚାଲିଛି। ସହରୀକରଣ ଓ ଚାକିରି ପାଇଁ ସ୍ଥାନାନ୍ତର ଯୋଗୁ ପରିବାରର ସଦସ୍ୟମାନେ ଅଲଗା ଅଲଗା ସ୍ଥାନରେ ରହୁଛନ୍ତି। ଛୁଟି ଦିନରେ ଘରକୁ ଆସିଲେ ମଧ୍ୟ ଅଳ୍ପ ଦିନ ରହି ଫେରିଯାଉଛନ୍ତି। ଏପରି ପରିସ୍ଥିତିରେ ନିଜ ଘରେ ନିଜେ ଅତିଥି ପରି ଅନୁଭବ ହେଉଛି। ଗାଁର ପୁରୁଣା ଘର, ଆମ୍ବ ତୋଟା, ପୋଖରୀ ସବୁ ଅନାଥ ପଡ଼ିଛି। ପିଲାମାନେ ଗାଁକୁ ଆସିବାକୁ ଚାହୁଁନାହାନ୍ତି। ସମ୍ପର୍କୀୟଙ୍କ ସହ ଭେଟଘାଟ କେବଳ ବିବାହ ଓ ଶ୍ରାଦ୍ଧ ଭଳି ଅନୁଷ୍ଠାନରେ ସୀମିତ ହୋଇଯାଇଛି। ପାରିବାରିକ ବନ୍ଧନ ଦୁର୍ବଳ ହେବା ସମାଜ ପାଇଁ ଚିନ୍ତାର ବିଷୟ। ଏହାକୁ ରୋକିବା ପାଇଁ ପ୍ରତ୍ୟେକଙ୍କୁ ଉଦ୍ୟମ କରିବାକୁ ପଡ଼ିବ। xyxy=(12,1780,332,1934)
solution-cell: 7 xyxy=(1438,2149,1455,2166)
letter-sign: ଲକ୍ଷ୍ମୀକାନ୍ତ ପାତ୍ର, ଅଶୋକନଗର, ବ୍ରହ୍ମପୁର, ଗଞ୍ଜାମ xyxy=(1240,634,1488,647)
article-text: ଆସିବା ବେଳେ ଘରର ଲୋକେ ଖୁସି ହୁଅନ୍ତି, କିନ୍ତୁ କିଛି ଦିନ ପରେ ସେହି ଅତିଥି ଭାରି ଲାଗେ। ଏହା ଆମ ସମାଜର ଏକ କଟୁ ସତ୍ୟ। ବୁଢ଼ା ବାପାମା'ଙ୍କ ପାଇଁ ସମୟ ଦେବା ଆମର କର୍ତ୍ତବ୍ୟ। ସମ୍ପର୍କକୁ ବଞ୍ଚାଇ ରଖିବା ପାଇଁ ସମସ୍ତଙ୍କୁ ସଚେତନ ହେବାକୁ ପଡ଼ିବ। ତେବେ ଯାଇ ନିଜ ଘରେ ନିଜେ ଅତିଥି ହେବାର ଯନ୍ତ୍ରଣା ଦୂର ହେବ। xyxy=(772,1740,1176,1801)
sudoku-cell[interactable] xyxy=(1247,1795,1284,1835)
solution-cell: 2 xyxy=(1353,2115,1370,2132)
archive-item: ◆ ଗାମ୍ବିଆ ସମସ୍ୟା ସମ୍ପର୍କରେ ଭାରତ-ଚୀନ ମିଳିତ କାର୍ଯ୍ୟଦଳ ଗଠନ। xyxy=(1188,1603,1484,1616)
solution-cell: 3 xyxy=(1353,2098,1370,2115)
solution-cell: 2 xyxy=(1319,2217,1336,2234)
bihana-article xyxy=(338,168,1176,908)
solution-cell: 7 xyxy=(1421,2115,1438,2132)
sudoku-cell[interactable] xyxy=(1247,1954,1284,1994)
sudoku-cell[interactable] xyxy=(1284,1756,1320,1795)
filler-text: ଝିଅମାନେ ଆଜି ସବୁ କ୍ଷେତ୍ରରେ ଆଗୁଆ। ସେମାନଙ୍କୁ ସମାନ ସୁଯୋଗ ଦେବା ସମାଜର ଦାୟିତ୍ୱ। xyxy=(1188,938,1489,984)
solution-cell: 7 xyxy=(1370,2217,1387,2234)
solution-cell: 8 xyxy=(1370,2098,1387,2115)
solution-cell: 5 xyxy=(1455,2183,1472,2200)
solution-row xyxy=(1319,2183,1472,2200)
letter-text: ଗତ ରବିବାର ଦିନ ପ୍ରକାଶିତ ସାହିତ୍ୟ ପୃଷ୍ଠାରେ ନୂଆ ଲେଖକଙ୍କ କବିତା ଓ ଗଳ୍ପ ପଢ଼ି ଆନନ୍ଦିତ ହେଲି। ଓଡ଼ିଆ ସାହିତ୍ୟର ସମୃଦ୍ଧି ପାଇଁ ଏଭଳି ପ୍ରୟାସ ପ୍ରଶଂସନୀୟ। ଯୁବ ଲେଖକଙ୍କୁ ଅଧିକ ସୁଯୋଗ ଦିଆଯିବା ଉଚିତ। ସମ୍ପାଦକୀୟ ବିଭାଗକୁ ମୋର ଶୁଭେଚ୍ଛା ରହିଲା। ଏହିଭଳି ଲେଖା ନିୟମିତ ପ୍ରକାଶ ପାଉ। xyxy=(1188,684,1488,760)
filler-text: ପିଲାଦିନରୁ ହିଁ ସେ ସାହିତ୍ୟ ପ୍ରତି ଆକୃଷ୍ଟ ହୋଇଥିଲେ। କଟକର ରେଭେନ୍ସା କଲେଜରେ ପଢ଼ିବା ସମୟରେ ସବୁଜ ସାହିତ୍ୟ ସମିତି ଗଠନ କରିଥିଲେ। ଅନ୍ନଦାଶଙ୍କର ରାୟ, ବୈକୁଣ୍ଠନାଥ ପଟ୍ଟନାୟକ ଓ ହରିହର ମହାପାତ୍ରଙ୍କ ସହ ମିଶି ସେ ଓଡ଼ିଆ ସାହିତ୍ୟରେ ନୂଆ ଧାରା ଆଣିଥିଲେ। ତାଙ୍କ କବିତାରେ ପ୍ରକୃତି ପ୍ରେମ, ମାନବ ପ୍ରେମ ଓ ଜାତୀୟତାବୋଧ ସ୍ପଷ୍ଟ ଭାବେ ଦେଖାଯାଏ। ସେ ଅନେକ ଗୀତ ରଚନା କରିଥିଲେ ଯାହା ଆଜି ବି ଜନପ୍ରିୟ। ସ୍ୱାଧୀନତା ସଂଗ୍ରାମ ସମୟରେ ତାଙ୍କ ଲେଖା ଲୋକଙ୍କ ମନରେ ଦେଶପ୍ରେମ ଜାଗ୍ରତ କରିଥିଲା। ସମାଜର ଅବହେଳିତ ବର୍ଗର ଦୁଃଖ ଦୁର୍ଦଶାକୁ ସେ ନିଜ ଲେଖାରେ ସ୍ଥାନ ଦେଇଥିଲେ। ତାଙ୍କ ଗଳ୍ପଗୁଡ଼ିକ ଜୀବନର ସରଳ ସତ୍ୟକୁ ସୁନ୍ଦର ଭାବେ ଉପସ୍ଥାପନ କରେ। ଆତ୍ମଜୀବନୀ 'ଆଉ କେତେ ଦିନ' ମଧ୍ୟ ପାଠକଙ୍କ ପ୍ରିୟ। ସେ ଜଣେ ସଫଳ ଅନୁବାଦକ ଭାବେ ମଧ୍ୟ ପରିଚିତ ଥିଲେ। ରବୀନ୍ଦ୍ରନାଥଙ୍କ ଅନେକ ରଚନାକୁ ସେ ଓଡ଼ିଆରେ ଅନୁବାଦ କରିଥିଲେ। ଶିଶୁମାନଙ୍କ ପାଇଁ ଲେଖିଥିବା କବିତା ଓ ଗଳ୍ପ ଆଜି ବି ପାଠ୍ୟପୁସ୍ତକରେ ସ୍ଥାନ ପାଇଛି। ତାଙ୍କର ସୃଷ୍ଟି ସମ୍ଭାର ଓଡ଼ିଆ ଭାଷାକୁ ସମୃଦ୍ଧ କରିଛି। ଓଡ଼ିଆ ସାହିତ୍ୟର ଇତିହାସରେ ତାଙ୍କ ନାମ ସୁବର୍ଣ୍ଣାକ୍ଷରରେ ଲେଖାହୋଇ ରହିବ। ତାଙ୍କ ଜୀବନ ଓ ସାଧନା ସମସ୍ତଙ୍କ ପାଇଁ ଅନୁକରଣୀୟ। xyxy=(12,1081,313,1359)
temple-icon xyxy=(142,274,254,374)
sudoku-solution-wrap xyxy=(1318,2080,1488,2260)
address-line: ବି-୧୫, ଇଣ୍ଡଷ୍ଟ୍ରିଆଲ ଇଷ୍ଟେଟ, ଭୁବନେଶ୍ୱର-୭୫୧୦୧୦ xyxy=(1217,1305,1459,1318)
sudoku-cell[interactable] xyxy=(1394,1716,1430,1756)
paper-name: ଧରିତ୍ରୀ xyxy=(778,27,847,53)
sudoku-cell[interactable] xyxy=(1468,1835,1505,1875)
district-name: ଭଦ୍ରକ xyxy=(27,323,129,363)
portrait-photo-icon xyxy=(658,1202,924,1507)
sudoku-cell[interactable] xyxy=(1358,1795,1395,1835)
sudoku-rules-text: ସୁ-ଡୋ-କୁ ଏକ ଅଙ୍କ ଧାଁଧା। ଏଥିରେ ଥିବା ପ୍ରତ୍ୟେକ ଧାଡ଼ି, ସ୍ତମ୍ଭ ଓ ୩x୩ ବାକ୍ସରେ ୧ରୁ ୯ ପର୍ଯ୍ୟନ୍ତ ସଂଖ୍ୟା ଥରେ ଲେଖାଯିବ। କୌଣସି ସଂଖ୍ୟା ପୁନରାବୃତ୍ତି ହେବ ନାହିଁ। xyxy=(1188,2081,1306,2177)
sudoku-cell[interactable] xyxy=(1247,1914,1284,1954)
saraswata-title: ବହୁମୁଖୀ ସାରସ୍ୱତ ସାଧକ xyxy=(444,925,1046,990)
sudoku-brand-sub: Puzzles by Srikant Ghosh xyxy=(1194,1685,1295,1695)
archive-items xyxy=(1188,1572,1488,1634)
solution-cell: 1 xyxy=(1438,2183,1455,2200)
solution-cell: 6 xyxy=(1421,2132,1438,2149)
solution-cell: 8 xyxy=(1336,2115,1353,2132)
solution-cell: 9 xyxy=(1404,2149,1421,2166)
quote-text: ନିଃସ୍ୱାର୍ଥକର୍ମ ହିଁ ଜୀବନର ପ୍ରକୃତ ଲକ୍ଷ୍ୟ... ସ୍ୱାର୍ଥ ତ୍ୟାଗ ଓ ସେବାର ମନୋଭାବ ହିଁ ମଣିଷକୁ ମହାନ କରେ। ସତ୍ୟର ପଥରେ ଚାଲିବା ପାଇଁ ସାହସ ଦରକାର। xyxy=(338,13,768,41)
sudoku-cell[interactable] xyxy=(1247,1875,1284,1914)
solution-cell: 8 xyxy=(1438,2200,1455,2217)
drop-cap: ସ xyxy=(12,965,27,990)
filler-text: ସେ ଅଳ୍ପ ବୟସରୁ କବିତା ଲେଖିବା ଆରମ୍ଭ କରିଥିଲେ। ପ୍ରଥମ କାବ୍ୟ ସଙ୍କଳନ ପ୍ରକାଶ ପାଇବା ପରେ ସାହିତ୍ୟ ଜଗତରେ ତାଙ୍କୁ ବିଶେଷ ପରିଚୟ ମିଳିଥିଲା। ସେ ଅନେକ ପତ୍ରପତ୍ରିକାର ସମ୍ପାଦନା କରିଥିଲେ। 'ଡଗର' ଓ 'ସବୁଜ' ପତ୍ରିକା ମାଧ୍ୟମରେ ନୂଆ ଲେଖକଙ୍କୁ ପ୍ରୋତ୍ସାହନ ଦେଇଥିଲେ। ତାଙ୍କର ନାଟକଗୁଡ଼ିକ ମଞ୍ଚରେ ଅଭିନୀତ ହୋଇ ଦର୍ଶକଙ୍କ ପ୍ରଶଂସା ଲାଭ କରିଥିଲା। ସମାଜର କୁସଂସ୍କାର ଓ ଅନ୍ଧବିଶ୍ୱାସ ବିରୋଧରେ ସେ ଲେଖନୀ ଚାଳନା କରିଥିଲେ। ଓଡ଼ିଆ ଭାଷା ଆନ୍ଦୋଳନରେ ମଧ୍ୟ ତାଙ୍କର ସକ୍ରିୟ ଭୂମିକା ରହିଥିଲା। ବିଭିନ୍ନ ସାହିତ୍ୟ ସମ୍ମିଳନୀରେ ସେ ସଭାପତିତ୍ୱ କରିଥିଲେ। ତାଙ୍କ ଅଭିଭାଷଣ ଯୁବ ଲେଖକଙ୍କ ପାଇଁ ମାର୍ଗଦର୍ଶକ ଥିଲା। ପ୍ରକୃତି ଓ ଗ୍ରାମ୍ୟ ଜୀବନର ସୁନ୍ଦର ଚିତ୍ରଣ ତାଙ୍କ ଲେଖାର ବିଶେଷତ୍ୱ। ଗାଁର ମାଟି, ନଦୀ, ଜଙ୍ଗଲ ଓ ମଣିଷର ସରଳ ଜୀବନ ତାଙ୍କ ରଚନାରେ ଜୀବନ୍ତ ହୋଇ ଉଠିଛି। ଏହି କାରଣରୁ ତାଙ୍କୁ ମାଟିର କବି ବୋଲି କୁହାଯାଏ। xyxy=(330,1072,640,1288)
solution-cell: 7 xyxy=(1319,2183,1336,2200)
archive-year: ୧୯୮୯ xyxy=(1400,1516,1433,1535)
solution-cell: 1 xyxy=(1353,2149,1370,2166)
solution-cell: 1 xyxy=(1319,2200,1336,2217)
sudoku-cell[interactable] xyxy=(1358,1914,1395,1954)
article-byline: -ନିହାର ଦାସ xyxy=(202,750,258,765)
email-link[interactable]: E-mail:advt@dharitri.com xyxy=(1258,1406,1418,1420)
solution-cell: 6 xyxy=(1353,2217,1370,2234)
sudoku-row xyxy=(1210,1756,1543,1795)
filler-text: ସରକାରୀ ଯୋଜନାର ସୁଫଳ ତଳ ସ୍ତର ପର୍ଯ୍ୟନ୍ତ ପହଞ୍ଚିବା ପାଇଁ ପଞ୍ଚାୟତିରାଜ ବ୍ୟବସ୍ଥାକୁ ସଶକ୍ତ କରିବା ଆବଶ୍ୟକ। ଦୁର୍ନୀତି ରୋକିବା ପାଇଁ ଡିଜିଟାଲ ବ୍ୟବସ୍ଥା ଉପରେ ଗୁରୁତ୍ୱ ଦିଆଯାଉଛି। କୃଷକ, ଶ୍ରମିକ ଓ ଛୋଟ ବ୍ୟବସାୟୀଙ୍କ ପାଇଁ ବିଶେଷ ପ୍ୟାକେଜ ଘୋଷଣା ହେବା ନେଇ ଆଶା କରାଯାଉଛି। ଦେଶର ଅର୍ଥନୀତି ସୁଧାରିବା ପାଇଁ ନିବେଶ ବଢ଼ାଇବା ଦରକାର। ମୂଲ୍ୟବୃଦ୍ଧି ସାଧାରଣ ଲୋକଙ୍କ ଜୀବନଯାପନକୁ କଷ୍ଟକର କରୁଛି। ସମସ୍ତ ଦଳ ମିଳିତ ଭାବେ ଜନସ୍ୱାର୍ଥରେ କାମ କରିବା ଉଚିତ। ଗଣତନ୍ତ୍ରର ମୂଳଦୁଆ ସୁଦୃଢ଼ କରିବା ପାଇଁ ସଚେତନ ନାଗରିକଙ୍କ ଭୂମିକା ଗୁରୁତ୍ୱପୂର୍ଣ୍ଣ। ଭୋଟ ଦେବା ପ୍ରତ୍ୟେକ ନାଗରିକଙ୍କ କର୍ତ୍ତବ୍ୟ। xyxy=(1188,172,1488,342)
solution-cell: 1 xyxy=(1387,2081,1404,2098)
sudoku-cell[interactable]: 5 xyxy=(1468,2033,1505,2073)
poem-line: ଶୁଣିବେ କିଏ ମୋର xyxy=(54,157,138,171)
solution-cell: 8 xyxy=(1387,2217,1404,2234)
sudoku-cell[interactable] xyxy=(1284,1835,1320,1875)
archive-date: ୨ ଜୁଲାଇ xyxy=(1400,1488,1453,1507)
